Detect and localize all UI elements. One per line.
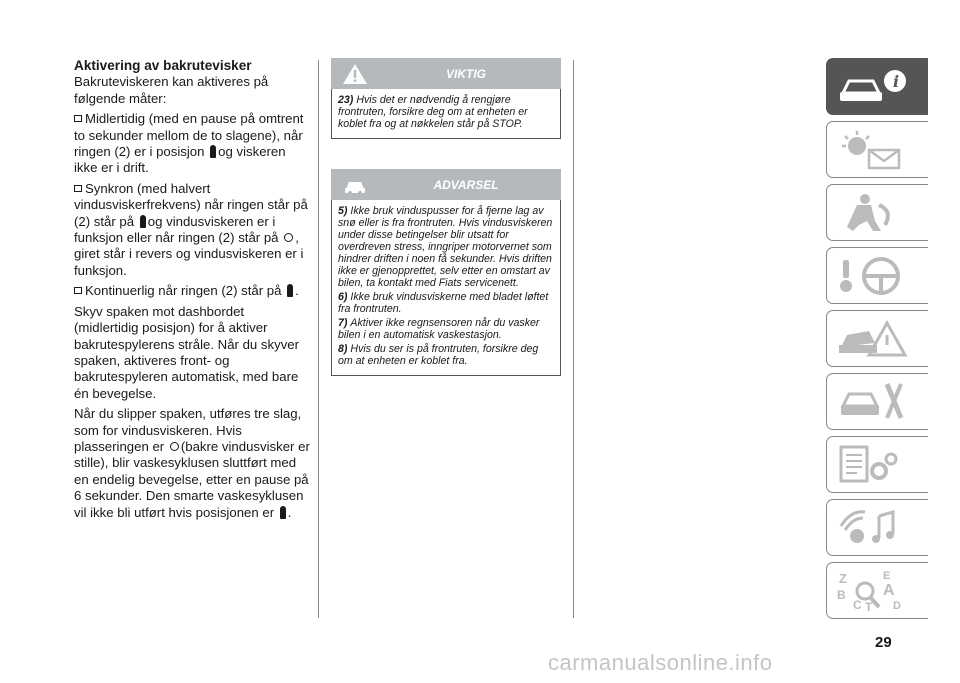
- viktig-body: [331, 89, 561, 139]
- index-letters-icon: [835, 569, 915, 613]
- car-info-icon: [835, 65, 915, 109]
- svg-text:D: D: [893, 600, 901, 612]
- specifications-icon: [835, 443, 915, 487]
- advarsel-body: [331, 200, 561, 376]
- tab-car-info[interactable]: [826, 58, 928, 115]
- tab-safety[interactable]: [826, 184, 928, 241]
- warning-lights-icon: [835, 128, 915, 172]
- steering-wheel-key-icon: [835, 254, 915, 298]
- advarsel-title: ADVARSEL: [433, 178, 499, 192]
- tab-emergency[interactable]: [826, 310, 928, 367]
- section-heading: Aktivering av bakrutevisker: [74, 58, 252, 73]
- viktig-header: [331, 58, 561, 89]
- notice-item: 7) Aktiver ikke regnsensoren når du vasker bilen i en automatisk vaskestasjon.: [338, 317, 540, 341]
- tab-specifications[interactable]: [826, 436, 928, 493]
- continuous-position-icon: [287, 284, 293, 297]
- tab-multimedia[interactable]: [826, 499, 928, 556]
- multimedia-icon: [835, 506, 915, 550]
- column-divider: [318, 60, 319, 618]
- bullet-box-icon: [74, 185, 82, 192]
- tab-starting-driving[interactable]: [826, 247, 928, 304]
- list-item: Kontinuerlig når ringen (2) står på .: [74, 283, 310, 299]
- bullet-box-icon: [74, 287, 82, 294]
- advarsel-box: [331, 169, 561, 376]
- viktig-title: VIKTIG: [445, 67, 486, 81]
- svg-text:Z: Z: [839, 571, 847, 586]
- svg-text:C: C: [853, 598, 862, 612]
- rear-wiper-position-icon: [210, 145, 216, 158]
- notice-item: 5) Ikke bruk vinduspusser for å fjerne lag av snø eller is fra frontruten. Hvis vindusviskeren under disse betingelser blir utsatt for overdreven stress, inngriper motorvernet som hindrer driften i noen få sekunder. Hvis driften ikke er gjenopprettet, selv etter en omstart av bilen, ta kontakt med Fiats servicenett.: [338, 205, 553, 289]
- list-item: Midlertidig (med en pause på omtrent to sekunder mellom de to slagene), når ringen (2) er i posisjon og viskeren ikke er i drift.: [74, 111, 304, 176]
- car-service-icon: [835, 380, 915, 424]
- notice-item: 6) Ikke bruk vindusviskerne med bladet løftet fra frontruten.: [338, 291, 549, 315]
- tab-warning-lights[interactable]: [826, 121, 928, 178]
- viktig-box: [331, 58, 561, 139]
- rear-wiper-position-icon: [140, 215, 146, 228]
- intro-text: Bakruteviskeren kan aktiveres på følgende måter:: [74, 74, 269, 106]
- notice-item: 8) Hvis du ser is på frontruten, forsikre deg om at enheten er koblet fra.: [338, 343, 539, 367]
- tab-index[interactable]: [826, 562, 928, 619]
- svg-text:B: B: [837, 588, 846, 602]
- svg-text:T: T: [865, 600, 873, 613]
- body-paragraph: Når du slipper spaken, utføres tre slag, som for vindusviskeren. Hvis plasseringen er (bakre vindusvisker er stille), blir vaskesyklusen sluttført med en endelig bevegelse, etter en pause på 6 sekunder. Den smarte vaskesyklusen vil ikke bli utført hvis posisjonen er .: [74, 406, 310, 520]
- notice-item: 23) Hvis det er nødvendig å rengjøre frontruten, forsikre deg om at enheten er koblet fra og at nøkkelen står på STOP.: [338, 94, 528, 130]
- rear-wiper-position-icon: [280, 506, 286, 519]
- column-divider: [573, 60, 574, 618]
- main-text-column: [74, 58, 310, 525]
- svg-text:A: A: [883, 582, 895, 599]
- tab-maintenance[interactable]: [826, 373, 928, 430]
- ring-position-icon: [284, 233, 293, 242]
- airbag-seat-icon: [835, 191, 915, 235]
- watermark: carmanualsonline.info: [548, 650, 773, 675]
- bullet-box-icon: [74, 115, 82, 122]
- advarsel-header: [331, 169, 561, 200]
- svg-text:i: i: [893, 72, 900, 91]
- crash-warning-icon: [835, 317, 915, 361]
- list-item: Synkron (med halvert vindusviskerfrekvens) når ringen står på (2) står på og vindusviskeren er i funksjon eller når ringen (2) står på , giret står i revers og vindusviskeren er i funksjon.: [74, 180, 308, 278]
- page-number: 29: [875, 634, 892, 651]
- svg-text:E: E: [883, 570, 891, 582]
- ring-position-icon: [170, 442, 179, 451]
- body-paragraph: Skyv spaken mot dashbordet (midlertidig posisjon) for å aktiver bakrutespylerens stråle. Når du skyver spaken, aktiveres front- og bakrutespyleren automatisk, med bare én bevegelse.: [74, 303, 300, 401]
